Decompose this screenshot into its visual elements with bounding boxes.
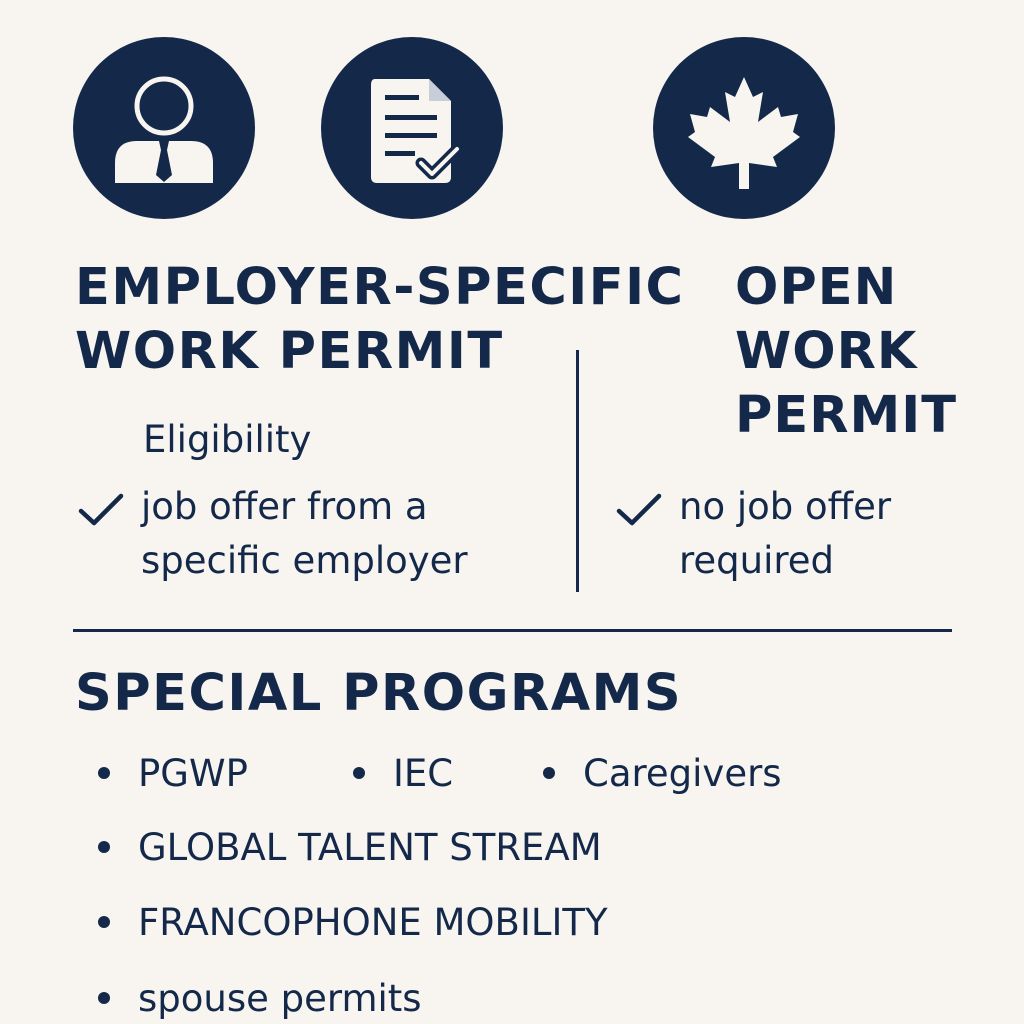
eligibility-label: Eligibility	[143, 418, 312, 461]
employer-requirement-line2: specific employer	[141, 539, 468, 582]
open-requirement-line2: required	[679, 539, 835, 582]
open-requirement-line1: no job offer	[679, 485, 892, 528]
program-item-francophone-mobility	[98, 898, 608, 948]
program-item-caregivers	[543, 749, 782, 799]
special-programs-heading: SPECIAL PROGRAMS	[75, 664, 683, 723]
section-divider	[73, 629, 952, 632]
employer-requirement	[141, 480, 468, 588]
document-check-icon	[321, 37, 503, 219]
program-item-spouse-permits	[98, 974, 422, 1024]
open-requirement	[679, 480, 891, 588]
person-with-tie-icon	[73, 37, 255, 219]
program-label: IEC	[393, 752, 454, 795]
employer-heading-line1: EMPLOYER-SPECIFIC	[75, 258, 685, 317]
open-heading-line3: PERMIT	[735, 386, 958, 445]
program-item-global-talent-stream	[98, 823, 602, 873]
open-heading-line2: WORK	[735, 322, 918, 381]
bullet-icon	[543, 767, 555, 779]
open-work-permit-heading	[735, 256, 957, 448]
employer-requirement-line1: job offer from a	[141, 485, 428, 528]
column-divider	[576, 350, 579, 592]
program-label: spouse permits	[138, 977, 422, 1020]
bullet-icon	[98, 767, 110, 779]
checkmark-icon	[77, 492, 125, 528]
bullet-icon	[353, 767, 365, 779]
program-item-pgwp	[98, 749, 248, 799]
program-label: PGWP	[138, 752, 248, 795]
bullet-icon	[98, 841, 110, 853]
program-label: FRANCOPHONE MOBILITY	[138, 901, 608, 944]
program-label: Caregivers	[583, 752, 782, 795]
open-heading-line1: OPEN	[735, 258, 898, 317]
checkmark-icon	[615, 492, 663, 528]
program-label: GLOBAL TALENT STREAM	[138, 826, 602, 869]
program-item-iec	[353, 749, 453, 799]
bullet-icon	[98, 916, 110, 928]
maple-leaf-icon	[653, 37, 835, 219]
bullet-icon	[98, 992, 110, 1004]
employer-specific-heading	[75, 256, 685, 384]
employer-heading-line2: WORK PERMIT	[75, 322, 504, 381]
